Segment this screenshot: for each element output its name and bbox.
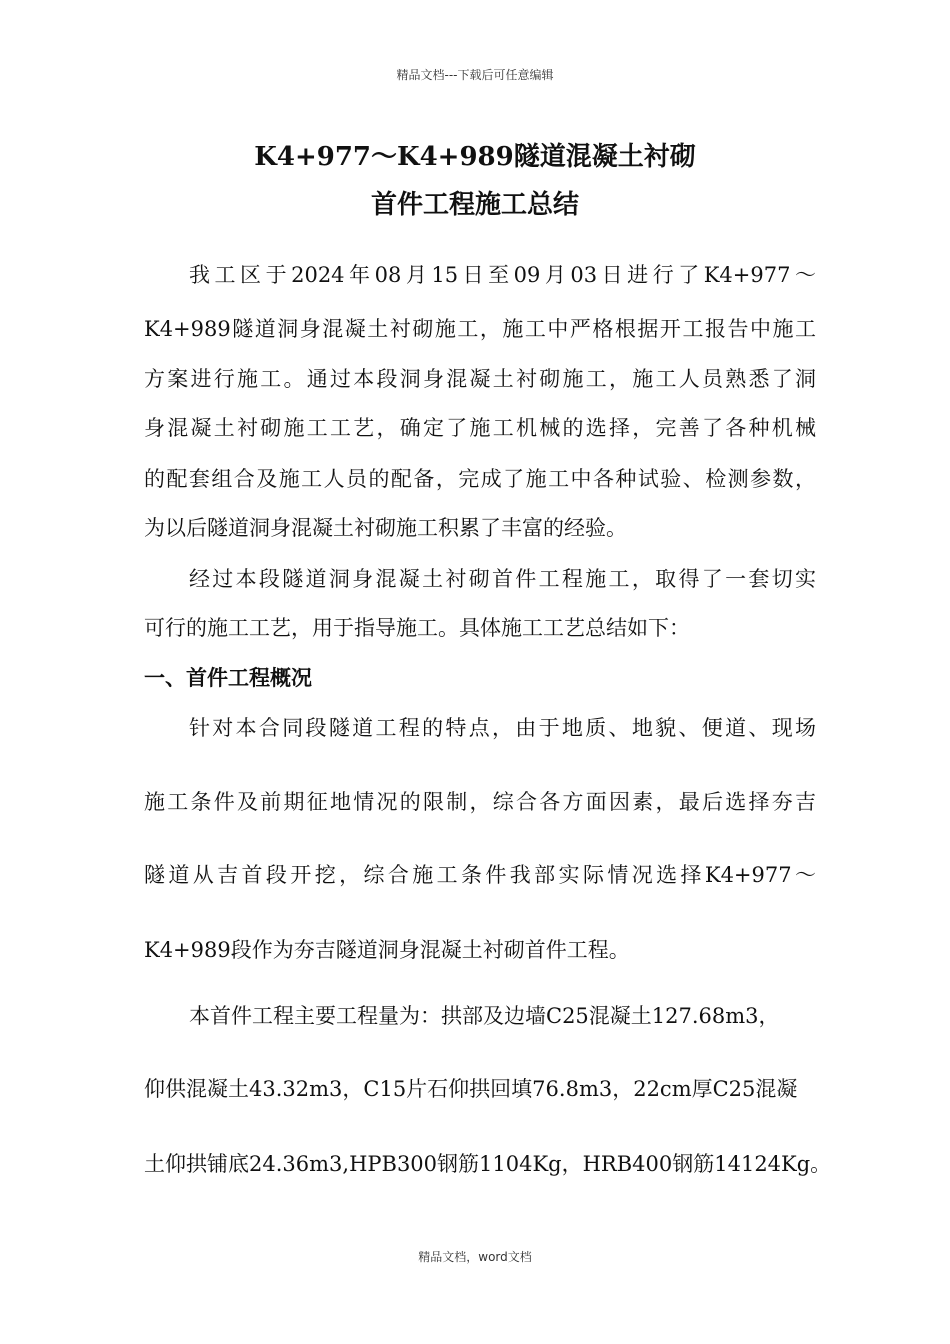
intro-line-3: 方案进行施工。通过本段洞身混凝土衬砌施工，施工人员熟悉了洞 [144, 367, 816, 391]
page-header: 精品文档---下载后可任意编辑 [396, 68, 554, 82]
document-title-line-1: K4+977～K4+989隧道混凝土衬砌 [254, 142, 696, 172]
section1-para1-line-4: K4+989段作为夯吉隧道洞身混凝土衬砌首件工程。 [144, 938, 630, 962]
intro-line-2: K4+989隧道洞身混凝土衬砌施工，施工中严格根据开工报告中施工 [144, 317, 816, 341]
summary-line-1: 经过本段隧道洞身混凝土衬砌首件工程施工，取得了一套切实 [189, 567, 816, 591]
section1-para2-line-2: 仰供混凝土43.32m3，C15片石仰拱回填76.8m3，22cm厚C25混凝 [144, 1077, 798, 1101]
section1-para1-line-3: 隧道从吉首段开挖，综合施工条件我部实际情况选择K4+977～ [144, 863, 816, 887]
intro-line-6: 为以后隧道洞身混凝土衬砌施工积累了丰富的经验。 [144, 516, 627, 540]
summary-line-2: 可行的施工工艺，用于指导施工。具体施工工艺总结如下： [144, 616, 690, 640]
section1-para1-line-2: 施工条件及前期征地情况的限制，综合各方面因素，最后选择夯吉 [144, 790, 816, 814]
section1-para1-line-1: 针对本合同段隧道工程的特点，由于地质、地貌、便道、现场 [189, 716, 816, 740]
page-footer: 精品文档，word文档 [418, 1250, 532, 1264]
section-heading: 一、首件工程概况 [144, 666, 312, 690]
intro-line-4: 身混凝土衬砌施工工艺，确定了施工机械的选择，完善了各种机械 [144, 416, 816, 440]
intro-line-5: 的配套组合及施工人员的配备，完成了施工中各种试验、检测参数， [144, 467, 816, 491]
section1-para2-line-3: 土仰拱铺底24.36m3,HPB300钢筋1104Kg，HRB400钢筋14124Kg。 [144, 1152, 832, 1176]
section1-para2-line-1: 本首件工程主要工程量为：拱部及边墙C25混凝土127.68m3， [189, 1004, 780, 1028]
intro-line-1: 我工区于2024年08月15日至09月03日进行了K4+977～ [189, 263, 816, 287]
document-title-line-2: 首件工程施工总结 [370, 190, 579, 220]
